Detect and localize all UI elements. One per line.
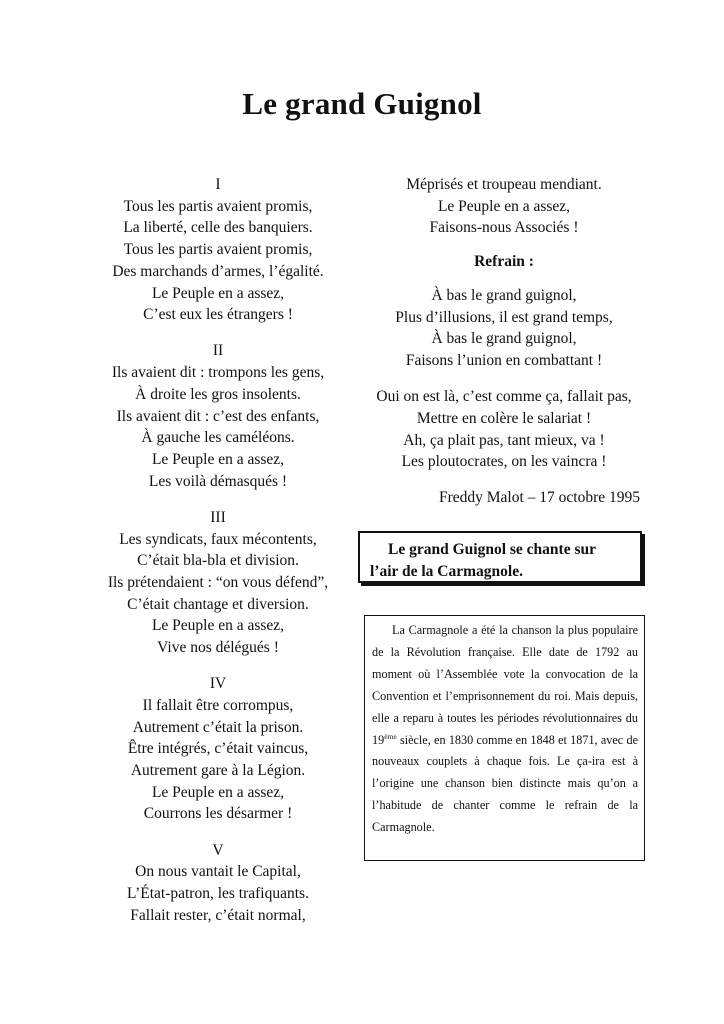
closing-stanza — [360, 386, 648, 473]
verse-line: Autrement c’était la prison. — [132, 718, 304, 736]
verse-line: Tous les partis avaient promis, — [123, 241, 313, 259]
verse-line: Le Peuple en a assez, — [151, 617, 285, 635]
verse-line: Le Peuple en a assez, — [151, 783, 285, 801]
verse-line: Fallait rester, c’était normal, — [130, 906, 306, 924]
verse-line: Ah, ça plait pas, tant mieux, va ! — [403, 431, 605, 449]
verse-line: Tous les partis avaient promis, — [123, 197, 313, 215]
right-column — [360, 174, 648, 509]
verse-line: L’État-patron, les trafiquants. — [127, 885, 309, 903]
info-text-part-1: La Carmagnole a été la chanson la plus populaire de la Révolution française. Elle date de 1792 au moment où l’Assemblée vote la convocation de la Convention et l’emprisonnement du roi. Mais depuis, elle a reparu à toutes les périodes révolutionnaires du 19 — [372, 623, 638, 747]
verse-line: Le Peuple en a assez, — [151, 450, 285, 468]
stanza — [88, 673, 348, 825]
stanza — [88, 340, 348, 492]
verse-line: Vive nos délégués ! — [157, 639, 279, 657]
verse-line: Ils prétendaient : “on vous défend”, — [107, 573, 329, 591]
refrain — [360, 285, 648, 372]
verse-line: La liberté, celle des banquiers. — [123, 219, 313, 237]
stanza-numeral: I — [215, 176, 221, 193]
verse-line: Des marchands d’armes, l’égalité. — [112, 262, 324, 280]
page-title: Le grand Guignol — [242, 86, 482, 121]
verse-line: Faisons-nous Associés ! — [429, 219, 579, 237]
verse-line: À bas le grand guignol, — [431, 286, 577, 304]
stanza — [88, 507, 348, 659]
verse-line: Il fallait être corrompus, — [142, 696, 294, 714]
verse-line: Plus d’illusions, il est grand temps, — [395, 308, 613, 326]
info-text-part-2: siècle, en 1830 comme en 1848 et 1871, avec de nouveaux couplets à chaque fois. Le ça-ira est à l’origine une chanson bien distincte mais qu’on a l’habitude de chanter comme le refrain de la Carmagnole. — [372, 732, 638, 835]
verse-line: Autrement gare à la Légion. — [130, 762, 306, 780]
verse-line: C’était chantage et diversion. — [127, 595, 309, 613]
stanza-continuation — [360, 174, 648, 239]
stanza-numeral: IV — [209, 675, 227, 693]
note-line-1: Le grand Guignol se chante sur — [388, 541, 596, 558]
verse-line: Les voilà démasqués ! — [148, 472, 288, 490]
verse-line: Les ploutocrates, on les vaincra ! — [401, 453, 607, 471]
verse-line: Le Peuple en a assez, — [437, 197, 571, 215]
verse-line: Mettre en colère le salariat ! — [416, 409, 592, 427]
stanza — [88, 174, 348, 326]
refrain-heading: Refrain : — [474, 253, 534, 271]
left-column — [88, 174, 348, 927]
verse-line: C’est eux les étrangers ! — [143, 306, 293, 324]
verse-line: Être intégrés, c’était vaincus, — [127, 740, 309, 758]
verse-line: À bas le grand guignol, — [431, 330, 577, 348]
note-line-2: l’air de la Carmagnole. — [370, 563, 523, 580]
verse-line: À droite les gros insolents. — [135, 385, 301, 403]
stanza-numeral: V — [212, 841, 224, 859]
info-superscript: ème — [384, 731, 397, 741]
verse-line: À gauche les caméléons. — [141, 429, 295, 447]
verse-line: Méprisés et troupeau mendiant. — [406, 176, 602, 193]
verse-line: Ils avaient dit : trompons les gens, — [111, 364, 325, 382]
verse-line: On nous vantait le Capital, — [135, 863, 301, 881]
info-paragraph — [372, 620, 638, 839]
stanza-numeral: III — [210, 508, 226, 526]
stanza-numeral: II — [212, 342, 224, 360]
verse-line: Oui on est là, c’est comme ça, fallait pas, — [376, 388, 632, 406]
stanza — [88, 840, 348, 927]
verse-line: Les syndicats, faux mécontents, — [119, 530, 317, 548]
info-box — [364, 615, 645, 861]
verse-line: Faisons l’union en combattant ! — [405, 351, 603, 369]
verse-line: C’était bla-bla et division. — [137, 552, 299, 570]
verse-line: Ils avaient dit : c’est des enfants, — [116, 407, 320, 425]
verse-line: Courrons les désarmer ! — [143, 805, 293, 823]
verse-line: Le Peuple en a assez, — [151, 284, 285, 302]
signature: Freddy Malot – 17 octobre 1995 — [438, 488, 640, 506]
note-box — [358, 531, 642, 583]
